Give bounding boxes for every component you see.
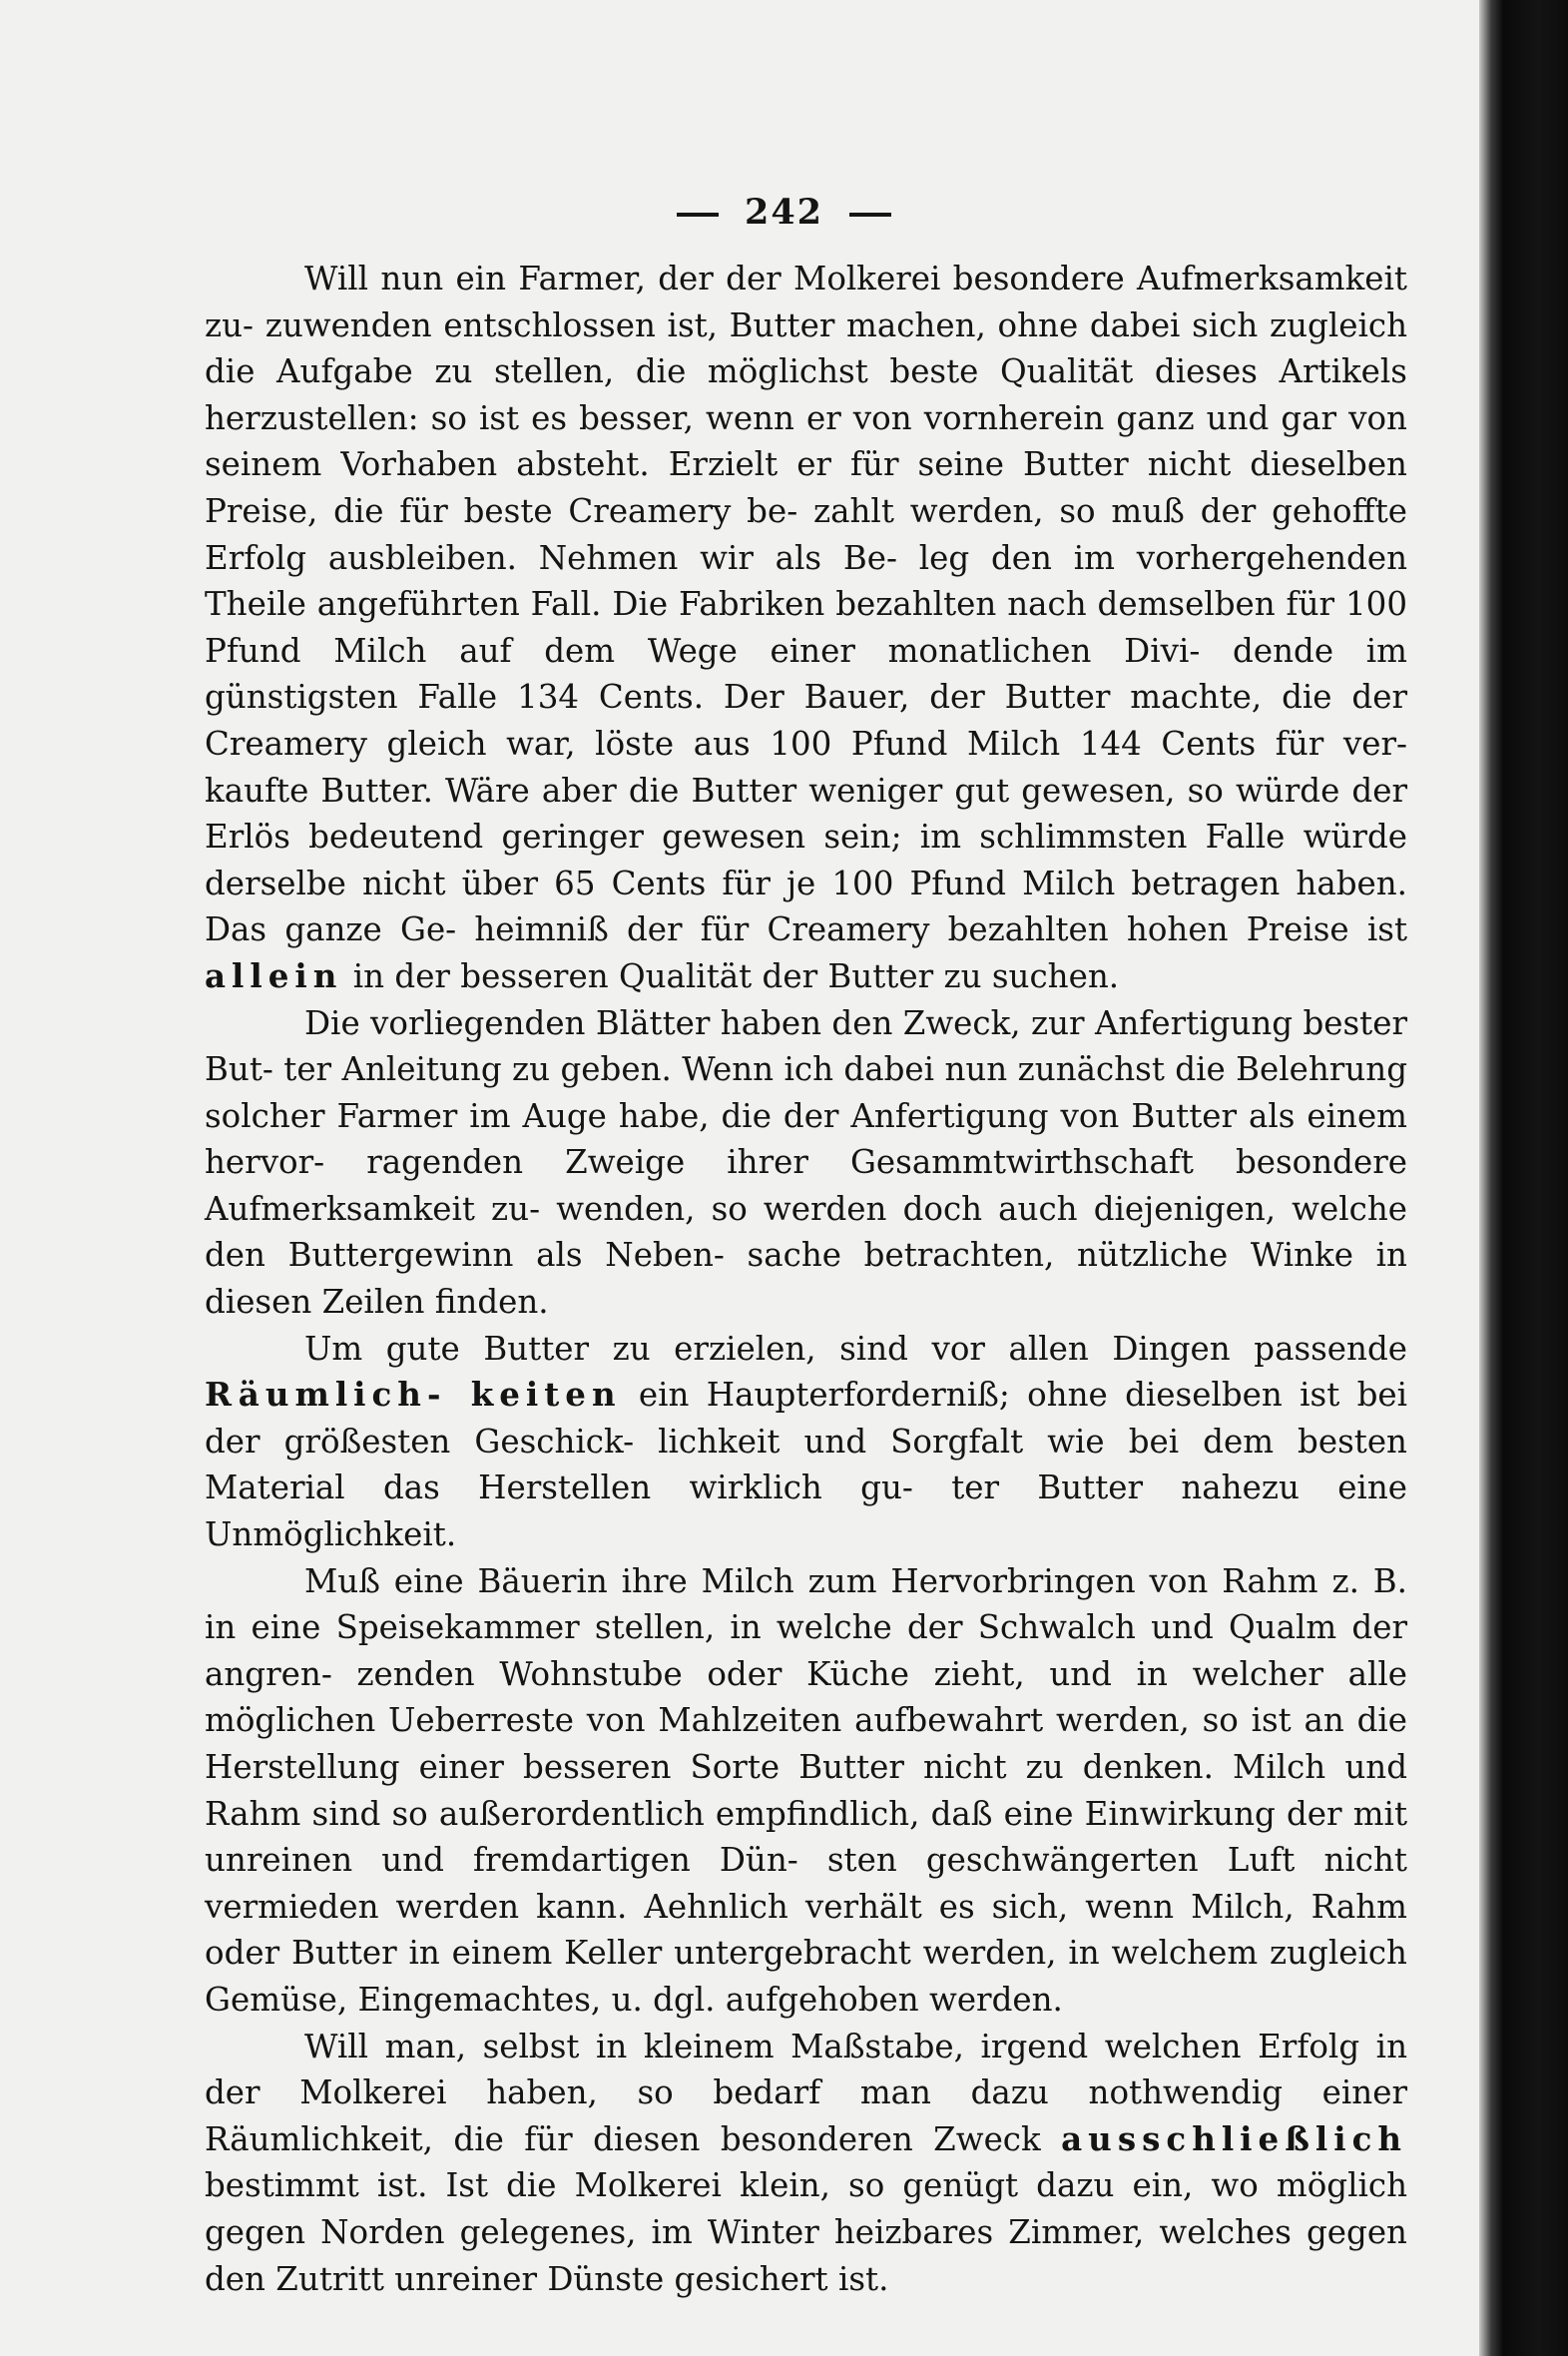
body-text — [205, 256, 1407, 2302]
emphasized-text: ausschließlich — [1061, 2118, 1407, 2158]
paragraph — [205, 2024, 1407, 2303]
paragraph-text: in der besseren Qualität der Butter zu suchen. — [342, 956, 1120, 995]
paragraph — [205, 1326, 1407, 1558]
emphasized-text: Räumlich- keiten — [205, 1375, 622, 1415]
book-spine-shadow — [1479, 0, 1568, 2356]
page-number-header — [0, 192, 1568, 233]
paragraph-text: bestimmt ist. Ist die Molkerei klein, so genügt dazu ein, wo möglich gegen Norden gelegenes, im Winter heizbares Zimmer, welches gegen den Zutritt unreiner Dünste gesichert ist. — [205, 2166, 1407, 2298]
emphasized-text: allein — [205, 955, 343, 995]
paragraph-text: ein Haupterforderniß; ohne dieselben ist bei der größesten Geschick- lichkeit und Sorgfalt wie bei dem besten Material das Herstellen wirklich gu- ter Butter nahezu eine Unmöglichkeit. — [205, 1376, 1408, 1554]
paragraph-text: Um gute Butter zu erzielen, sind vor allen Dingen passende — [304, 1329, 1407, 1368]
page-number: 242 — [744, 192, 824, 233]
paragraph — [205, 1558, 1407, 2024]
paragraph-text: Muß eine Bäuerin ihre Milch zum Hervorbringen von Rahm z. B. in eine Speisekammer stellen, in welche der Schwalch und Qualm der angren- zenden Wohnstube oder Küche zieht, und in welcher alle möglichen Ueberreste von Mahlzeiten aufbewahrt werden, so ist an die Herstellung einer besseren Sorte Butter nicht zu denken. Milch und Rahm sind so außerordentlich empfindlich, daß eine Einwirkung der mit unreinen und fremdartigen Dün- sten geschwängerten Luft nicht vermieden werden kann. Aehnlich verhält es sich, wenn Milch, Rahm oder Butter in einem Keller untergebracht werden, in welchem zugleich Gemüse, Eingemachtes, u. dgl. aufgehoben werden. — [205, 1561, 1407, 2019]
paragraph-text: Will nun ein Farmer, der der Molkerei besondere Aufmerksamkeit zu- zuwenden entschlossen ist, Butter machen, ohne dabei sich zugleich die Aufgabe zu stellen, die möglichst beste Qualität dieses Artikels herzustellen: so ist es besser, wenn er von vornherein ganz und gar von seinem Vorhaben absteht. Erzielt er für seine Butter nicht dieselben Preise, die für beste Creamery be- zahlt werden, so muß der gehoffte Erfolg ausbleiben. Nehmen wir als Be- leg den im vorhergehenden Theile angeführten Fall. Die Fabriken bezahlten nach demselben für 100 Pfund Milch auf dem Wege einer monatlichen Divi- dende im günstigsten Falle 134 Cents. Der Bauer, der Butter machte, die der Creamery gleich war, löste aus 100 Pfund Milch 144 Cents für ver- kaufte Butter. Wäre aber die Butter weniger gut gewesen, so würde der Erlös bedeutend geringer gewesen sein; im schlimmsten Falle würde derselbe nicht über 65 Cents für je 100 Pfund Milch betragen haben. Das ganze Ge- heimniß der für Creamery bezahlten hohen Preise ist — [205, 260, 1407, 949]
paragraph-text: Will man, selbst in kleinem Maßstabe, irgend welchen Erfolg in der Molkerei haben, so bedarf man dazu nothwendig einer Räumlichkeit, die für diesen besonderen Zweck — [205, 2027, 1407, 2158]
paragraph — [205, 1000, 1407, 1326]
left-dash — [677, 213, 719, 217]
paragraph — [205, 256, 1407, 1000]
right-dash — [849, 213, 891, 217]
paragraph-text: Die vorliegenden Blätter haben den Zweck, zur Anfertigung bester But- ter Anleitung zu geben. Wenn ich dabei nun zunächst die Belehrung solcher Farmer im Auge habe, die der Anfertigung von Butter als einem hervor- ragenden Zweige ihrer Gesammtwirthschaft besondere Aufmerksamkeit zu- wenden, so werden doch auch diejenigen, welche den Buttergewinn als Neben- sache betrachten, nützliche Winke in diesen Zeilen finden. — [205, 1003, 1407, 1322]
